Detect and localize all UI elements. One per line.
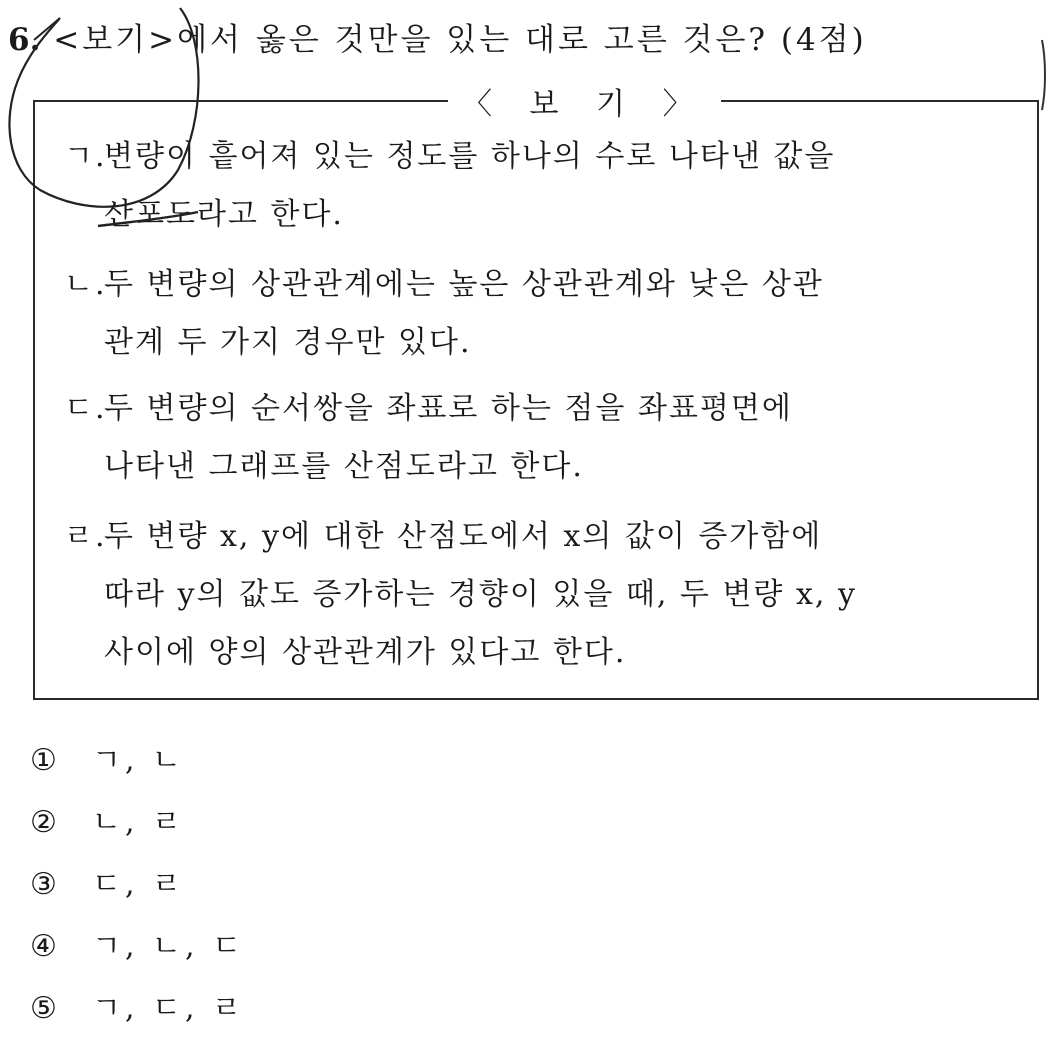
choice-text: ㄴ, ㄹ bbox=[92, 805, 186, 840]
bogi-item-giyeok bbox=[64, 128, 1024, 244]
choice-1[interactable] bbox=[30, 730, 245, 792]
item-line: 관계 두 가지 경우만 있다. bbox=[104, 325, 472, 360]
choice-number: ① bbox=[30, 743, 61, 778]
item-mark: ㄹ. bbox=[64, 519, 107, 554]
item-mark: ㄷ. bbox=[64, 391, 107, 426]
answer-choices bbox=[30, 730, 245, 1040]
item-line: 두 변량의 순서쌍을 좌표로 하는 점을 좌표평면에 bbox=[104, 391, 793, 426]
choice-text: ㄱ, ㄴ bbox=[92, 743, 186, 778]
item-line: 나타낸 그래프를 산점도라고 한다. bbox=[104, 449, 584, 484]
choice-4[interactable] bbox=[30, 916, 245, 978]
choice-5[interactable] bbox=[30, 978, 245, 1040]
choice-number: ② bbox=[30, 805, 61, 840]
choice-number: ④ bbox=[30, 929, 61, 964]
item-mark: ㄴ. bbox=[64, 267, 107, 302]
bogi-item-nieun bbox=[64, 256, 1024, 372]
choice-2[interactable] bbox=[30, 792, 245, 854]
choice-number: ③ bbox=[30, 867, 61, 902]
item-line: 산포도라고 한다. bbox=[104, 197, 344, 232]
question-number: 6. bbox=[8, 22, 41, 58]
pen-edge-stroke bbox=[1042, 40, 1045, 110]
question-text: <보기>에서 옳은 것만을 있는 대로 고른 것은? (4점) bbox=[53, 22, 867, 58]
bogi-label: 〈 보 기 〉 bbox=[448, 79, 721, 123]
item-line: 두 변량 x, y에 대한 산점도에서 x의 값이 증가함에 bbox=[104, 519, 823, 554]
item-line: 사이에 양의 상관관계가 있다고 한다. bbox=[104, 635, 627, 670]
item-line: 두 변량의 상관관계에는 높은 상관관계와 낮은 상관 bbox=[104, 267, 824, 302]
choice-text: ㄱ, ㄴ, ㄷ bbox=[92, 929, 246, 964]
choice-3[interactable] bbox=[30, 854, 245, 916]
question-header bbox=[8, 14, 867, 59]
choice-text: ㄷ, ㄹ bbox=[92, 867, 186, 902]
bogi-item-rieul bbox=[64, 508, 1024, 682]
choice-text: ㄱ, ㄷ, ㄹ bbox=[92, 991, 246, 1026]
item-line: 따라 y의 값도 증가하는 경향이 있을 때, 두 변량 x, y bbox=[104, 577, 857, 612]
bogi-item-digeut bbox=[64, 380, 1024, 496]
choice-number: ⑤ bbox=[30, 991, 61, 1026]
item-mark: ㄱ. bbox=[64, 139, 107, 174]
item-line: 변량이 흩어져 있는 정도를 하나의 수로 나타낸 값을 bbox=[104, 139, 836, 174]
